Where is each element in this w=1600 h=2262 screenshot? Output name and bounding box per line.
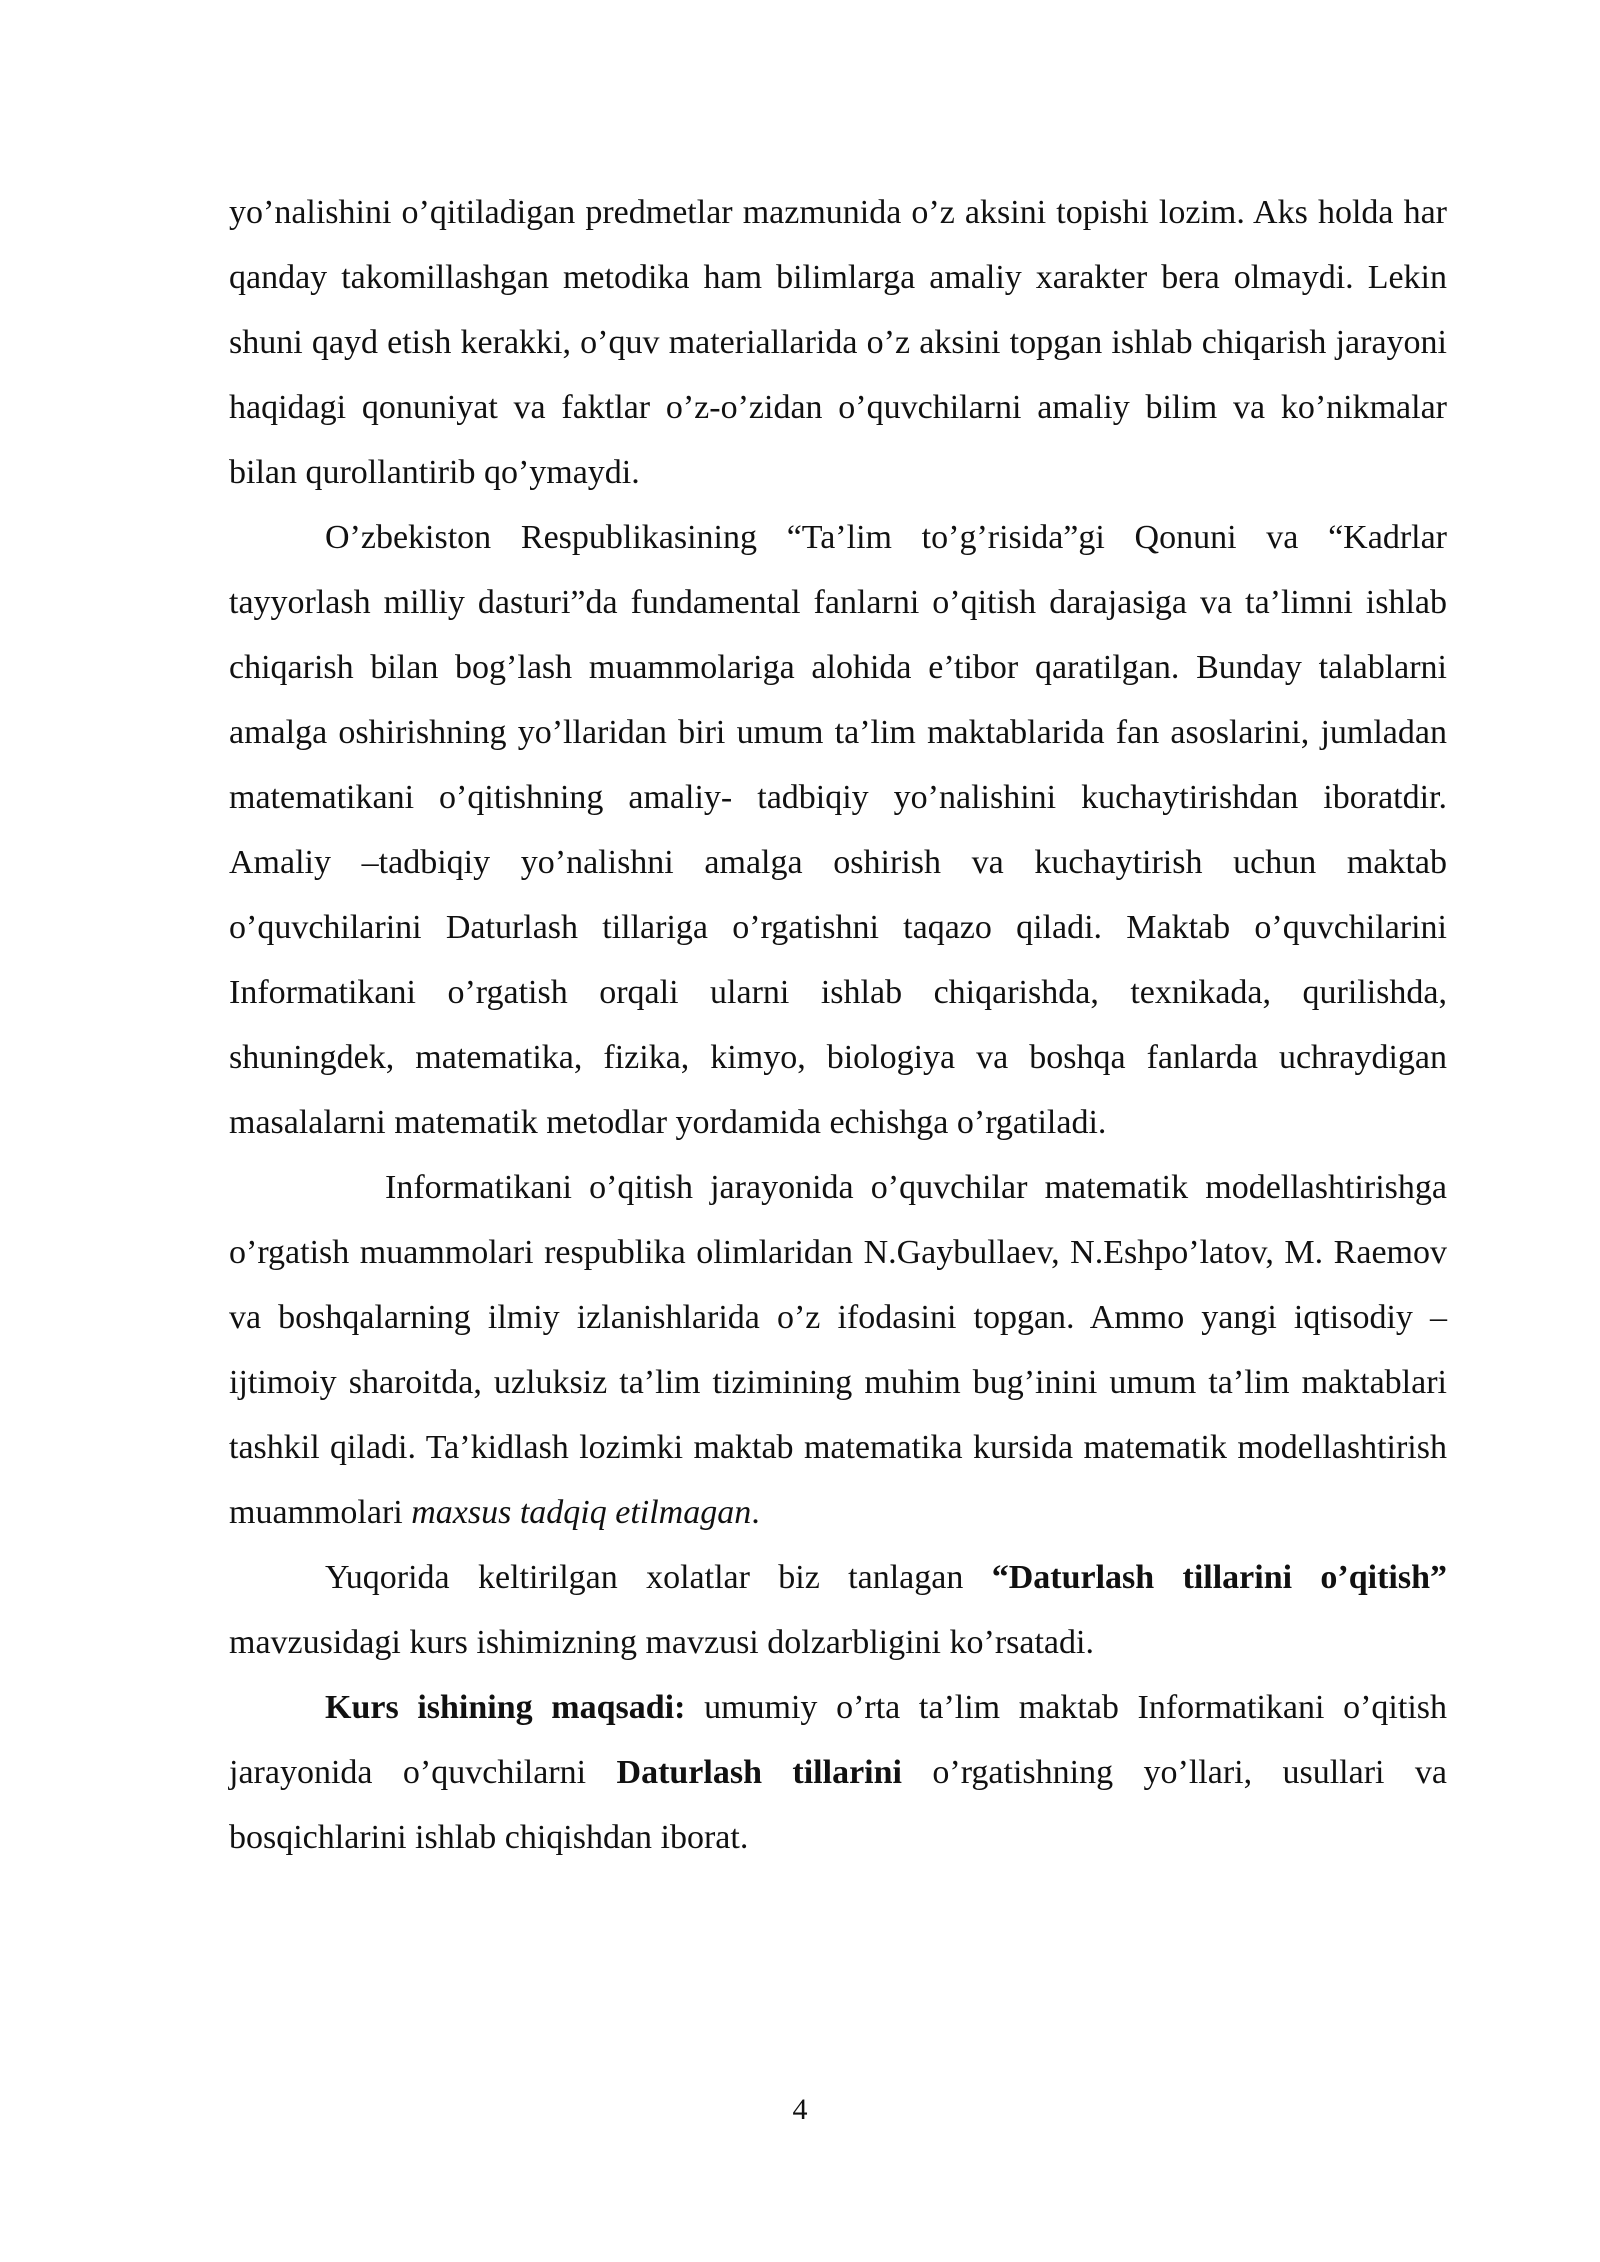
paragraph-5-label-bold: Kurs ishining maqsadi: xyxy=(325,1689,686,1726)
paragraph-5-text-2: o’rgatishning yo’llari, usullari va bosqichlarini ishlab chiqishdan iborat. xyxy=(229,1754,1448,1856)
paragraph-3-italic: maxsus tadqiq etilmagan xyxy=(411,1494,752,1531)
paragraph-5-text-1: umumiy o’rta ta’lim maktab Informatikani o’qitish jarayonida o’quvchilarni xyxy=(229,1689,1447,1791)
document-page-body xyxy=(229,180,1447,1870)
paragraph-4 xyxy=(229,1545,1447,1675)
paragraph-5-bold-term: Daturlash tillarini xyxy=(616,1754,902,1791)
paragraph-2 xyxy=(229,505,1447,1155)
page-number: 4 xyxy=(792,2093,808,2126)
paragraph-3 xyxy=(229,1155,1447,1545)
paragraph-1 xyxy=(229,180,1447,505)
paragraph-4-text-end: mavzusidagi kurs ishimizning mavzusi dolzarbligini ko’rsatadi. xyxy=(229,1624,1094,1661)
paragraph-4-title-bold: “Daturlash tillarini o’qitish” xyxy=(991,1559,1447,1596)
paragraph-3-text: Informatikani o’qitish jarayonida o’quvchilar matematik modellashtirishga o’rgatish muammolari respublika olimlaridan N.Gaybullaev, N.Eshpo’latov, M. Raemov va boshqalarning ilmiy izlanishlarida o’z ifodasini topgan. Ammo yangi iqtisodiy – ijtimoiy sharoitda, uzluksiz ta’lim tizimining muhim bug’inini umum ta’lim maktablari tashkil qiladi. Ta’kidlash lozimki maktab matematika kursida matematik modellashtirish muammolari xyxy=(229,1169,1447,1531)
paragraph-3-end: . xyxy=(751,1494,760,1531)
paragraph-1-text: yo’nalishini o’qitiladigan predmetlar mazmunida o’z aksini topishi lozim. Aks holda har qanday takomillashgan metodika ham bilimlarga amaliy xarakter bera olmaydi. Lekin shuni qayd etish kerakki, o’quv materiallarida o’z aksini topgan ishlab chiqarish jarayoni haqidagi qonuniyat va faktlar o’z-o’zidan o’quvchilarni amaliy bilim va ko’nikmalar bilan qurollantirib qo’ymaydi. xyxy=(229,194,1447,491)
paragraph-4-text-start: Yuqorida keltirilgan xolatlar biz tanlagan xyxy=(325,1559,992,1596)
paragraph-5 xyxy=(229,1675,1447,1870)
paragraph-2-text: O’zbekiston Respublikasining “Ta’lim to’g’risida”gi Qonuni va “Kadrlar tayyorlash milliy dasturi”da fundamental fanlarni o’qitish darajasiga va ta’limni ishlab chiqarish bilan bog’lash muammolariga alohida e’tibor qaratilgan. Bunday talablarni amalga oshirishning yo’llaridan biri umum ta’lim maktablarida fan asoslarini, jumladan matematikani o’qitishning amaliy- tadbiqiy yo’nalishini kuchaytirishdan iboratdir. Amaliy –tadbiqiy yo’nalishni amalga oshirish va kuchaytirish uchun maktab o’quvchilarini Daturlash tillariga o’rgatishni taqazo qiladi. Maktab o’quvchilarini Informatikani o’rgatish orqali ularni ishlab chiqarishda, texnikada, qurilishda, shuningdek, matematika, fizika, kimyo, biologiya va boshqa fanlarda uchraydigan masalalarni matematik metodlar yordamida echishga o’rgatiladi. xyxy=(229,519,1447,1141)
